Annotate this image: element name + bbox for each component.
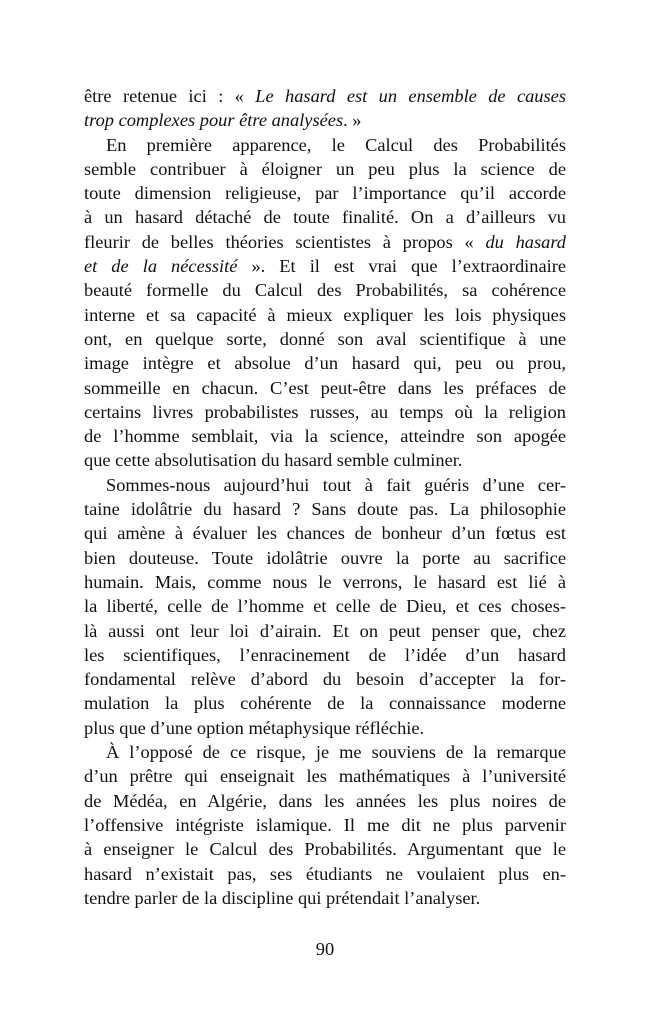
text-run: fleurir de belles théories scientistes à propos « bbox=[84, 231, 486, 252]
paragraph bbox=[84, 133, 566, 473]
text-run: à enseigner le Calcul des Probabilités. Argumentant que le bbox=[84, 839, 566, 860]
text-run: humain. Mais, comme nous le verrons, le hasard est lié à bbox=[84, 571, 566, 592]
text-line bbox=[84, 157, 566, 181]
text-line bbox=[84, 303, 566, 327]
text-line bbox=[84, 594, 566, 618]
text-line bbox=[84, 400, 566, 424]
text-line bbox=[84, 521, 566, 545]
italic-text: du hasard bbox=[485, 231, 566, 252]
paragraph bbox=[84, 84, 566, 133]
text-run: ont, en quelque sorte, donné son aval scientifique à une bbox=[84, 328, 566, 349]
text-run: à un hasard détaché de toute finalité. On a d’ailleurs vu bbox=[84, 207, 566, 228]
text-run: fondamental relève d’abord du besoin d’accepter la for- bbox=[84, 669, 566, 690]
text-line bbox=[84, 351, 566, 375]
text-line bbox=[84, 691, 566, 715]
text-line bbox=[84, 108, 566, 132]
text-line bbox=[84, 254, 566, 278]
text-line bbox=[84, 546, 566, 570]
text-run: hasard n’existait pas, ses étudiants ne voulaient plus en- bbox=[84, 863, 566, 884]
text-run: être retenue ici : « bbox=[84, 86, 256, 106]
text-run: taine idolâtrie du hasard ? Sans doute pas. La philosophie bbox=[84, 499, 566, 520]
text-line bbox=[84, 764, 566, 788]
text-line bbox=[84, 619, 566, 643]
text-line bbox=[84, 205, 566, 229]
text-run: que cette absolutisation du hasard semble culminer. bbox=[84, 450, 463, 471]
text-line bbox=[84, 181, 566, 205]
text-line bbox=[84, 84, 566, 108]
text-run: la liberté, celle de l’homme et celle de Dieu, et ces choses- bbox=[84, 596, 566, 617]
text-line bbox=[84, 230, 566, 254]
text-run: de l’homme semblait, via la science, atteindre son apogée bbox=[84, 426, 566, 447]
text-line bbox=[84, 376, 566, 400]
text-line bbox=[84, 813, 566, 837]
text-run: Sommes-nous aujourd’hui tout à fait guéris d’une cer- bbox=[106, 474, 566, 495]
italic-text: Le hasard est un ensemble de causes bbox=[255, 86, 566, 106]
text-line bbox=[84, 862, 566, 886]
text-run: l’offensive intégriste islamique. Il me dit ne plus parvenir bbox=[84, 814, 566, 835]
text-run: les scientifiques, l’enracinement de l’idée d’un hasard bbox=[84, 644, 566, 665]
text-line bbox=[84, 716, 566, 740]
text-line bbox=[84, 789, 566, 813]
page-number: 90 bbox=[315, 939, 335, 959]
text-run: À l’opposé de ce risque, je me souviens de la remarque bbox=[106, 742, 566, 763]
text-line bbox=[84, 133, 566, 157]
text-line bbox=[84, 473, 566, 497]
text-line bbox=[84, 886, 566, 910]
text-run: là aussi ont leur loi d’airain. Et on peut penser que, chez bbox=[84, 620, 566, 641]
text-line bbox=[84, 278, 566, 302]
text-run: certains livres probabilistes russes, au temps où la religion bbox=[84, 401, 566, 422]
text-run: En première apparence, le Calcul des Probabilités bbox=[106, 134, 566, 155]
paragraph bbox=[84, 473, 566, 740]
text-run: interne et sa capacité à mieux expliquer les lois physiques bbox=[84, 304, 566, 325]
text-run: bien douteuse. Toute idolâtrie ouvre la porte au sacrifice bbox=[84, 547, 566, 568]
text-run: qui amène à évaluer les chances de bonheur d’un fœtus est bbox=[84, 523, 566, 544]
text-run: ». Et il est vrai que l’extraordinaire bbox=[237, 256, 567, 277]
text-line bbox=[84, 448, 566, 472]
paragraph bbox=[84, 740, 566, 910]
text-run: de Médéa, en Algérie, dans les années les plus noires de bbox=[84, 790, 566, 811]
text-run: . » bbox=[343, 110, 362, 131]
text-run: toute dimension religieuse, par l’importance qu’il accorde bbox=[84, 183, 566, 204]
text-line bbox=[84, 570, 566, 594]
text-run: tendre parler de la discipline qui prétendait l’analyser. bbox=[84, 887, 481, 908]
text-run: d’un prêtre qui enseignait les mathématiques à l’université bbox=[84, 766, 566, 787]
text-line bbox=[84, 327, 566, 351]
page-body bbox=[84, 84, 566, 910]
text-line bbox=[84, 740, 566, 764]
text-line bbox=[84, 643, 566, 667]
text-run: beauté formelle du Calcul des Probabilités, sa cohérence bbox=[84, 280, 566, 301]
text-line bbox=[84, 667, 566, 691]
text-run: semble contribuer à éloigner un peu plus la science de bbox=[84, 158, 566, 179]
text-line bbox=[84, 497, 566, 521]
text-run: plus que d’une option métaphysique réfléchie. bbox=[84, 717, 425, 738]
text-run: mulation la plus cohérente de la connaissance moderne bbox=[84, 693, 566, 714]
text-line bbox=[84, 424, 566, 448]
text-run: sommeille en chacun. C’est peut-être dans les préfaces de bbox=[84, 377, 566, 398]
text-run: image intègre et absolue d’un hasard qui, peu ou prou, bbox=[84, 353, 566, 374]
text-line bbox=[84, 837, 566, 861]
italic-text: trop complexes pour être analysées bbox=[84, 110, 344, 131]
italic-text: et de la nécessité bbox=[84, 256, 238, 277]
